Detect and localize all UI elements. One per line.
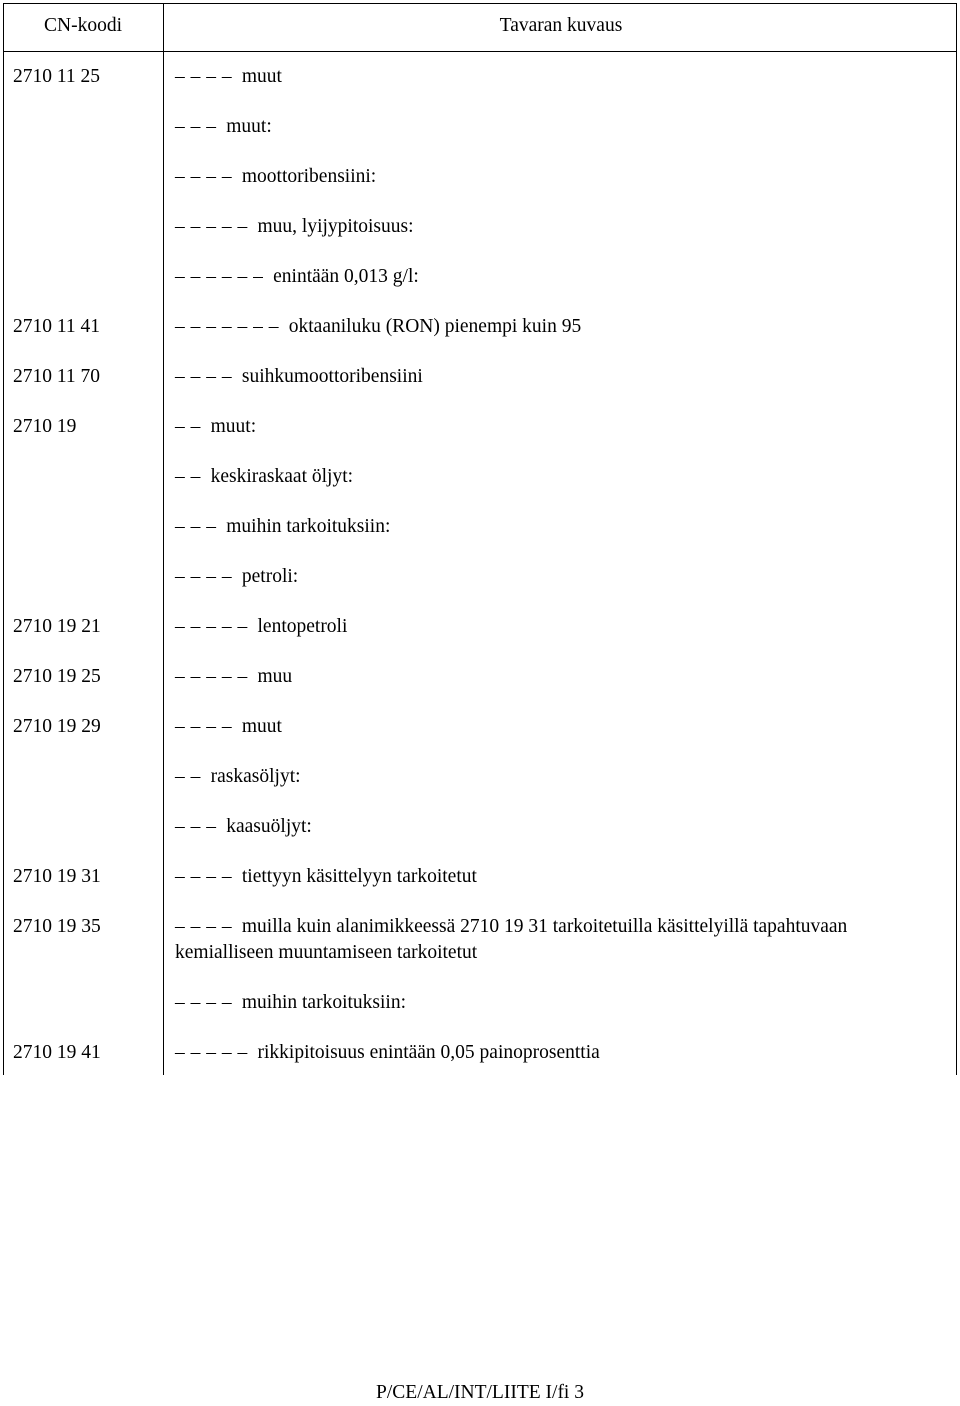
description-text: muu, lyijypitoisuus: xyxy=(257,216,414,237)
description-text: suihkumoottoribensiini xyxy=(241,366,423,387)
description-row xyxy=(175,664,945,690)
indent-dashes: – – xyxy=(175,416,201,437)
description-text: lentopetroli xyxy=(257,616,348,637)
indent-dashes: – – – – xyxy=(175,716,233,737)
description-text: muut xyxy=(241,716,282,737)
description-text: enintään 0,013 g/l: xyxy=(273,266,419,287)
description-text: kaasuöljyt: xyxy=(226,816,312,837)
cn-code: 2710 19 31 xyxy=(13,866,101,887)
column-header-cn-code: CN-koodi xyxy=(44,15,122,36)
description-row xyxy=(175,114,945,140)
description-row xyxy=(175,1040,945,1066)
description-text: petroli: xyxy=(241,566,299,587)
indent-dashes: – – – – – xyxy=(175,1042,248,1063)
description-row xyxy=(175,314,945,340)
description-row xyxy=(175,464,945,490)
description-text: raskasöljyt: xyxy=(210,766,301,787)
cn-code: 2710 19 21 xyxy=(13,616,101,637)
description-row xyxy=(175,814,945,840)
page-footer: P/CE/AL/INT/LIITE I/fi 3 xyxy=(376,1382,584,1403)
description-text: muut xyxy=(241,66,282,87)
description-row xyxy=(175,614,945,640)
indent-dashes: – – – – – xyxy=(175,216,248,237)
description-text: muihin tarkoituksiin: xyxy=(226,516,391,537)
indent-dashes: – – – – xyxy=(175,916,233,937)
description-text: muu xyxy=(257,666,293,687)
cn-code: 2710 11 41 xyxy=(13,316,101,337)
cn-code: 2710 19 xyxy=(13,416,77,437)
cn-code: 2710 11 25 xyxy=(13,66,101,87)
indent-dashes: – – – xyxy=(175,516,217,537)
indent-dashes: – – xyxy=(175,466,201,487)
indent-dashes: – – – – xyxy=(175,366,233,387)
indent-dashes: – – – – xyxy=(175,566,233,587)
indent-dashes: – – – – xyxy=(175,866,233,887)
cn-code: 2710 19 25 xyxy=(13,666,101,687)
description-text: muut: xyxy=(210,416,257,437)
indent-dashes: – – – – – xyxy=(175,666,248,687)
description-row xyxy=(175,264,945,290)
indent-dashes: – – – xyxy=(175,816,217,837)
indent-dashes: – – xyxy=(175,766,201,787)
indent-dashes: – – – – xyxy=(175,166,233,187)
description-row xyxy=(175,914,945,966)
description-text: rikkipitoisuus enintään 0,05 painoprosenttia xyxy=(257,1042,600,1063)
cn-code: 2710 19 35 xyxy=(13,916,101,937)
description-text: keskiraskaat öljyt: xyxy=(210,466,354,487)
indent-dashes: – – – – xyxy=(175,992,233,1013)
description-text: muut: xyxy=(226,116,272,137)
description-row xyxy=(175,990,945,1016)
description-text: oktaaniluku (RON) pienempi kuin 95 xyxy=(288,316,582,337)
description-text: muilla kuin alanimikkeessä 2710 19 31 tarkoitetuilla käsittelyillä tapahtuvaan kemialliseen muuntamiseen tarkoitetut xyxy=(175,916,848,963)
description-row xyxy=(175,214,945,240)
description-row xyxy=(175,864,945,890)
cn-code: 2710 19 41 xyxy=(13,1042,101,1063)
indent-dashes: – – – – – – xyxy=(175,266,264,287)
header-divider xyxy=(3,51,957,52)
cn-code: 2710 11 70 xyxy=(13,366,101,387)
indent-dashes: – – – – – – – xyxy=(175,316,279,337)
description-text: tiettyyn käsittelyyn tarkoitetut xyxy=(241,866,477,887)
description-text: muihin tarkoituksiin: xyxy=(241,992,406,1013)
indent-dashes: – – – – xyxy=(175,66,233,87)
description-row xyxy=(175,564,945,590)
description-row xyxy=(175,364,945,390)
column-header-description: Tavaran kuvaus xyxy=(499,15,623,36)
indent-dashes: – – – – – xyxy=(175,616,248,637)
column-divider xyxy=(163,3,164,1075)
description-row xyxy=(175,514,945,540)
description-row xyxy=(175,64,945,90)
description-row xyxy=(175,164,945,190)
description-row xyxy=(175,414,945,440)
cn-code: 2710 19 29 xyxy=(13,716,101,737)
description-row xyxy=(175,714,945,740)
description-row xyxy=(175,764,945,790)
description-text: moottoribensiini: xyxy=(241,166,377,187)
indent-dashes: – – – xyxy=(175,116,217,137)
